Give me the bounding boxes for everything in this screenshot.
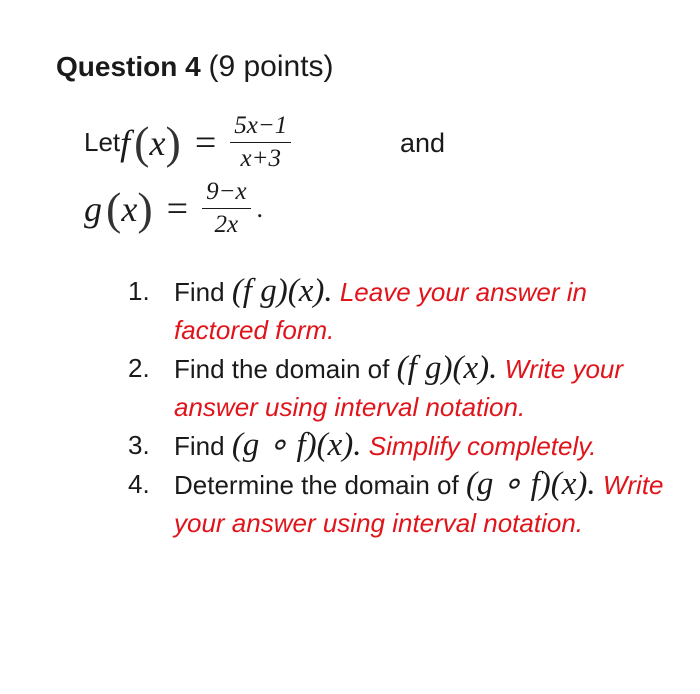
task-text: Find [174, 431, 232, 461]
open-paren: ( [106, 182, 122, 234]
g-fraction [202, 178, 250, 239]
f-variable: x [149, 122, 166, 163]
task-math: (f g)(x). [231, 273, 333, 309]
task-text: Find the domain of [174, 354, 397, 384]
question-number: Question 4 [56, 51, 201, 82]
task-note: Leave your answer in factored form. [174, 277, 587, 345]
task-text: Determine the domain of [174, 470, 466, 500]
task-list [128, 272, 668, 542]
f-definition [84, 112, 291, 173]
equals-sign: = [194, 121, 217, 164]
task-number: 2. [128, 353, 150, 383]
and-word: and [400, 128, 446, 158]
task-number: 4. [128, 469, 150, 499]
question-title [56, 50, 334, 84]
task-item [128, 272, 668, 349]
task-note: Simplify completely. [361, 431, 597, 461]
task-text: Find [174, 277, 232, 307]
equals-sign: = [166, 187, 189, 230]
f-symbol: f [120, 122, 131, 163]
task-note: Write your answer using interval notation. [174, 354, 624, 422]
g-symbol: g [84, 188, 102, 229]
f-numerator: 5x−1 [230, 112, 291, 143]
task-math: (g ∘ f)(x). [465, 466, 596, 502]
close-paren: ) [137, 182, 153, 234]
g-variable: x [121, 188, 138, 229]
g-numerator: 9−x [202, 178, 250, 209]
open-paren: ( [134, 116, 150, 168]
let-word: Let [84, 127, 121, 157]
g-denominator: 2x [214, 211, 239, 238]
task-item [128, 465, 668, 542]
g-definition [84, 178, 263, 239]
task-math: (g ∘ f)(x). [231, 427, 362, 463]
close-paren: ) [165, 116, 181, 168]
task-number: 3. [128, 430, 150, 460]
g-period: . [256, 193, 264, 223]
task-item [128, 426, 668, 465]
f-denominator: x+3 [240, 145, 281, 172]
task-math: (f g)(x). [396, 350, 498, 386]
f-fraction [230, 112, 291, 173]
question-points: (9 points) [208, 50, 334, 83]
task-item [128, 349, 668, 426]
task-number: 1. [128, 276, 150, 306]
task-note: Write your answer using interval notation. [174, 470, 664, 538]
